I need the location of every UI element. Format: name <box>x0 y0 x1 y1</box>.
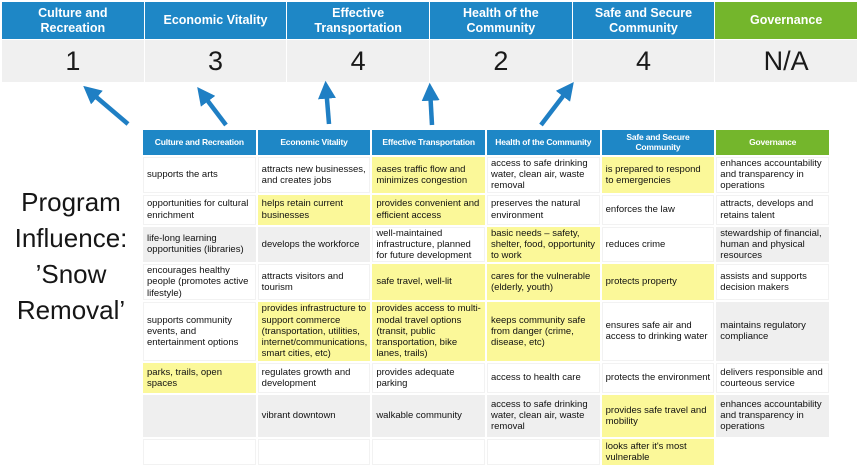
matrix-cell: supports community events, and entertainment options <box>143 302 256 361</box>
matrix-row-8 <box>143 439 829 465</box>
matrix-cell: safe travel, well-lit <box>372 264 485 300</box>
matrix-cell: keeps community safe from danger (crime, disease, etc) <box>487 302 600 361</box>
arrow-transportation-icon <box>326 87 329 124</box>
matrix-cell: regulates growth and development <box>258 363 371 393</box>
matrix-head <box>143 130 829 155</box>
summary-score-health-of-the-community: 2 <box>430 40 572 82</box>
program-label-line: Removal’ <box>16 295 126 325</box>
summary-column-safe-and-secure-community <box>573 2 715 82</box>
matrix-cell: eases traffic flow and minimizes congestion <box>372 157 485 193</box>
matrix-cell: provides adequate parking <box>372 363 485 393</box>
influence-arrows <box>0 80 859 130</box>
summary-column-effective-transportation <box>287 2 429 82</box>
matrix-cell: opportunities for cultural enrichment <box>143 195 256 225</box>
matrix-row-5 <box>143 302 829 361</box>
matrix-body <box>143 157 829 465</box>
matrix-row-2 <box>143 195 829 225</box>
summary-header-safe-and-secure-community: Safe and Secure Community <box>573 2 715 39</box>
matrix-cell: attracts, develops and retains talent <box>716 195 829 225</box>
matrix-cell: helps retain current businesses <box>258 195 371 225</box>
matrix-cell: provides access to multi-modal travel options (transit, public transportation, bike lanes, trails) <box>372 302 485 361</box>
summary-score-safe-and-secure-community: 4 <box>573 40 715 82</box>
matrix-cell: parks, trails, open spaces <box>143 363 256 393</box>
summary-header-culture-and-recreation: Culture and Recreation <box>2 2 144 39</box>
matrix-cell: enhances accountability and transparency in operations <box>716 395 829 437</box>
matrix-cell: provides infrastructure to support commerce (transportation, utilities, internet/communications, smart cities, etc) <box>258 302 371 361</box>
priority-summary-bar <box>2 2 857 82</box>
matrix-header-health-of-the-community: Health of the Community <box>487 130 600 155</box>
matrix-cell: enhances accountability and transparency in operations <box>716 157 829 193</box>
summary-column-health-of-the-community <box>430 2 572 82</box>
arrow-economic-icon <box>201 92 226 125</box>
matrix-header-safe-and-secure-community: Safe and Secure Community <box>602 130 715 155</box>
matrix-cell: develops the workforce <box>258 227 371 263</box>
matrix-cell: cares for the vulnerable (elderly, youth) <box>487 264 600 300</box>
matrix-cell: maintains regulatory compliance <box>716 302 829 361</box>
matrix-cell: stewardship of financial, human and physical resources <box>716 227 829 263</box>
matrix-cell: encourages healthy people (promotes active lifestyle) <box>143 264 256 300</box>
matrix-header-effective-transportation: Effective Transportation <box>372 130 485 155</box>
matrix-cell: supports the arts <box>143 157 256 193</box>
program-label-line: Program <box>21 187 121 217</box>
arrow-health-icon <box>430 89 432 125</box>
matrix-cell <box>372 439 485 465</box>
arrow-culture-icon <box>88 90 128 124</box>
matrix-cell <box>716 439 829 465</box>
matrix-cell: well-maintained infrastructure, planned for future development <box>372 227 485 263</box>
matrix-cell: protects property <box>602 264 715 300</box>
summary-header-health-of-the-community: Health of the Community <box>430 2 572 39</box>
matrix-cell <box>143 395 256 437</box>
program-influence-label <box>0 184 142 328</box>
matrix-header-culture-and-recreation: Culture and Recreation <box>143 130 256 155</box>
matrix-cell: looks after it's most vulnerable <box>602 439 715 465</box>
matrix-cell <box>143 439 256 465</box>
matrix-cell: attracts new businesses, and creates jobs <box>258 157 371 193</box>
matrix-cell: walkable community <box>372 395 485 437</box>
matrix-cell <box>258 439 371 465</box>
matrix-cell: access to safe drinking water, clean air, waste removal <box>487 157 600 193</box>
matrix-cell: is prepared to respond to emergencies <box>602 157 715 193</box>
summary-score-effective-transportation: 4 <box>287 40 429 82</box>
matrix-row-4 <box>143 264 829 300</box>
program-label-line: ’Snow <box>35 259 107 289</box>
matrix-row-6 <box>143 363 829 393</box>
matrix-cell: provides convenient and efficient access <box>372 195 485 225</box>
matrix-cell: access to safe drinking water, clean air, waste removal <box>487 395 600 437</box>
arrow-safe-icon <box>541 87 570 125</box>
matrix-cell: delivers responsible and courteous service <box>716 363 829 393</box>
matrix-cell: attracts visitors and tourism <box>258 264 371 300</box>
summary-header-governance: Governance <box>715 2 857 39</box>
influence-matrix <box>141 128 831 467</box>
summary-grid <box>2 2 857 82</box>
influence-matrix-table <box>141 128 831 467</box>
summary-score-culture-and-recreation: 1 <box>2 40 144 82</box>
matrix-cell: basic needs – safety, shelter, food, opportunity to work <box>487 227 600 263</box>
matrix-cell: life-long learning opportunities (libraries) <box>143 227 256 263</box>
matrix-cell: preserves the natural environment <box>487 195 600 225</box>
matrix-cell: provides safe travel and mobility <box>602 395 715 437</box>
matrix-cell: reduces crime <box>602 227 715 263</box>
summary-score-economic-vitality: 3 <box>145 40 287 82</box>
summary-column-economic-vitality <box>145 2 287 82</box>
matrix-cell: enforces the law <box>602 195 715 225</box>
matrix-header-economic-vitality: Economic Vitality <box>258 130 371 155</box>
matrix-cell: ensures safe air and access to drinking water <box>602 302 715 361</box>
summary-column-governance <box>715 2 857 82</box>
matrix-row-7 <box>143 395 829 437</box>
matrix-cell: protects the environment <box>602 363 715 393</box>
matrix-cell: vibrant downtown <box>258 395 371 437</box>
summary-header-economic-vitality: Economic Vitality <box>145 2 287 39</box>
summary-score-governance: N/A <box>715 40 857 82</box>
summary-column-culture-and-recreation <box>2 2 144 82</box>
matrix-header-governance: Governance <box>716 130 829 155</box>
program-label-line: Influence: <box>14 223 128 253</box>
matrix-cell <box>487 439 600 465</box>
matrix-row-3 <box>143 227 829 263</box>
matrix-row-1 <box>143 157 829 193</box>
matrix-cell: assists and supports decision makers <box>716 264 829 300</box>
summary-header-effective-transportation: Effective Transportation <box>287 2 429 39</box>
matrix-cell: access to health care <box>487 363 600 393</box>
